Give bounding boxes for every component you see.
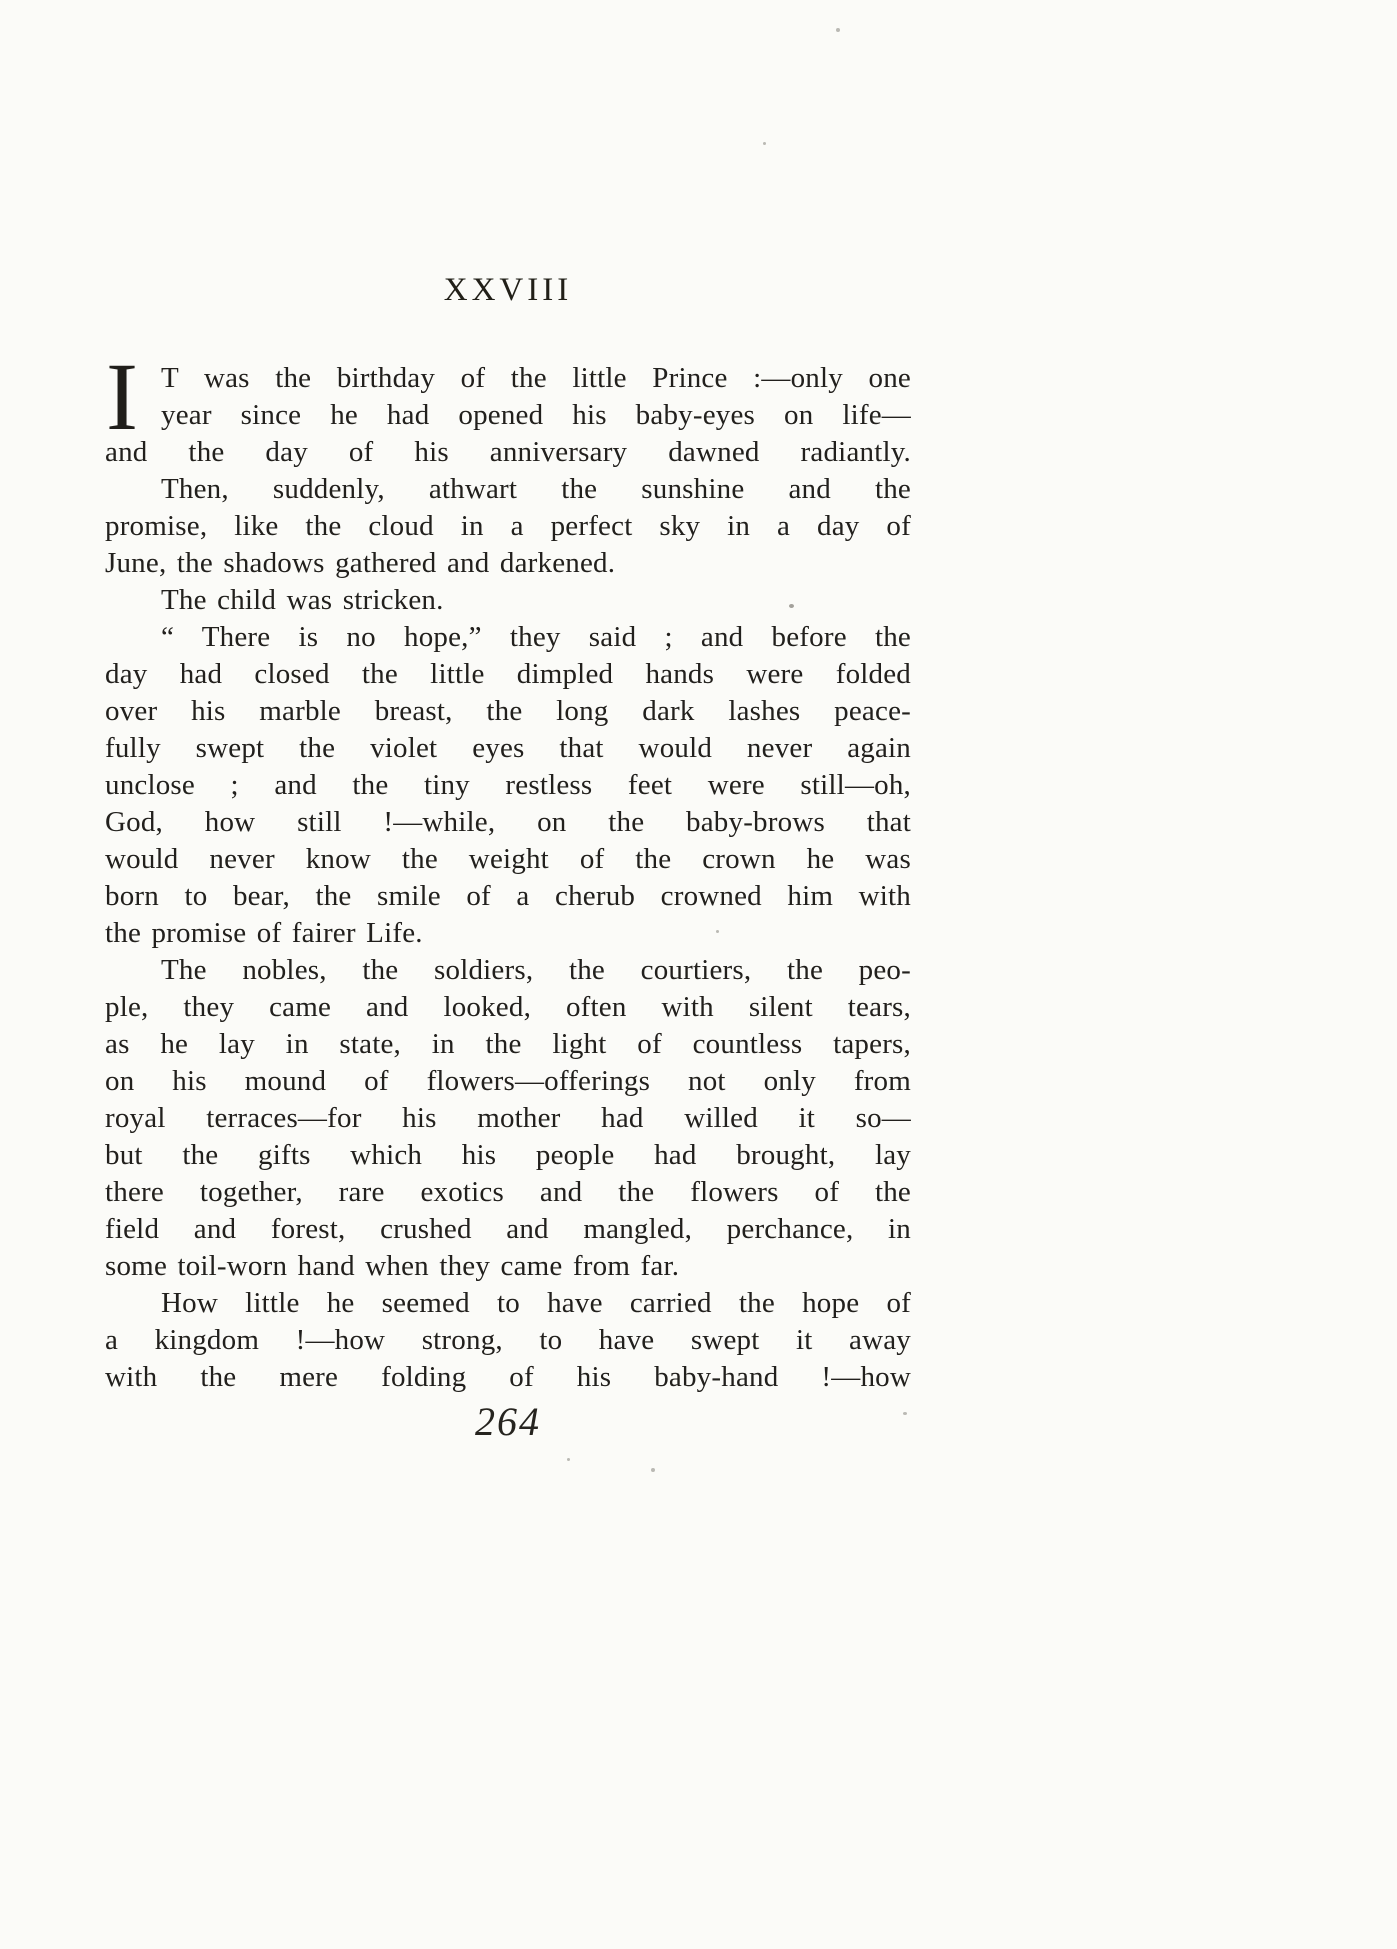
text-block [105, 343, 911, 1396]
text-line: there together, rare exotics and the flowers of the [105, 1176, 911, 1208]
text-line: year since he had opened his baby-eyes on life— [161, 399, 911, 431]
paragraph [105, 1285, 911, 1396]
text-line: The nobles, the soldiers, the courtiers, the peo- [161, 954, 911, 986]
paragraph [105, 343, 911, 471]
chapter-heading: XXVIII [443, 272, 573, 308]
text-line: royal terraces—for his mother had willed it so— [105, 1102, 911, 1134]
scan-speck [836, 28, 840, 32]
text-line: a kingdom !—how strong, to have swept it away [105, 1324, 911, 1356]
text-line: field and forest, crushed and mangled, perchance, in [105, 1213, 911, 1245]
text-line: on his mound of flowers—offerings not only from [105, 1065, 911, 1097]
text-line: God, how still !—while, on the baby-brows that [105, 806, 911, 838]
text-line: but the gifts which his people had brought, lay [105, 1139, 911, 1171]
text-line: as he lay in state, in the light of countless tapers, [105, 1028, 911, 1060]
text-line: How little he seemed to have carried the hope of [161, 1287, 911, 1319]
scan-speck [716, 930, 719, 933]
text-line: with the mere folding of his baby-hand !—how [105, 1361, 911, 1393]
text-line: some toil-worn hand when they came from far. [105, 1250, 680, 1282]
text-line: T was the birthday of the little Prince :—only one [161, 362, 911, 394]
paragraph [105, 582, 911, 619]
paragraph [105, 952, 911, 1285]
text-line: the promise of fairer Life. [105, 917, 423, 949]
text-line: “ There is no hope,” they said ; and before the [161, 621, 911, 653]
text-line: ple, they came and looked, often with silent tears, [105, 991, 911, 1023]
paragraph [105, 471, 911, 582]
text-line: The child was stricken. [161, 584, 444, 616]
text-line: over his marble breast, the long dark lashes peace- [105, 695, 911, 727]
scan-speck [567, 1458, 570, 1461]
scan-speck [789, 604, 794, 608]
text-line: would never know the weight of the crown he was [105, 843, 911, 875]
paragraph [105, 619, 911, 952]
dropcap-letter: I [106, 343, 139, 450]
text-line: June, the shadows gathered and darkened. [105, 547, 616, 579]
text-line: unclose ; and the tiny restless feet were still—oh, [105, 769, 911, 801]
text-line: day had closed the little dimpled hands were folded [105, 658, 911, 690]
text-line: Then, suddenly, athwart the sunshine and the [161, 473, 911, 505]
text-line: promise, like the cloud in a perfect sky in a day of [105, 510, 911, 542]
scan-speck [651, 1468, 655, 1472]
text-line: fully swept the violet eyes that would never again [105, 732, 911, 764]
page-number: 264 [475, 1399, 541, 1444]
scan-speck [903, 1412, 907, 1415]
text-line: born to bear, the smile of a cherub crowned him with [105, 880, 911, 912]
scan-speck [763, 142, 766, 145]
text-line: and the day of his anniversary dawned radiantly. [105, 436, 911, 468]
